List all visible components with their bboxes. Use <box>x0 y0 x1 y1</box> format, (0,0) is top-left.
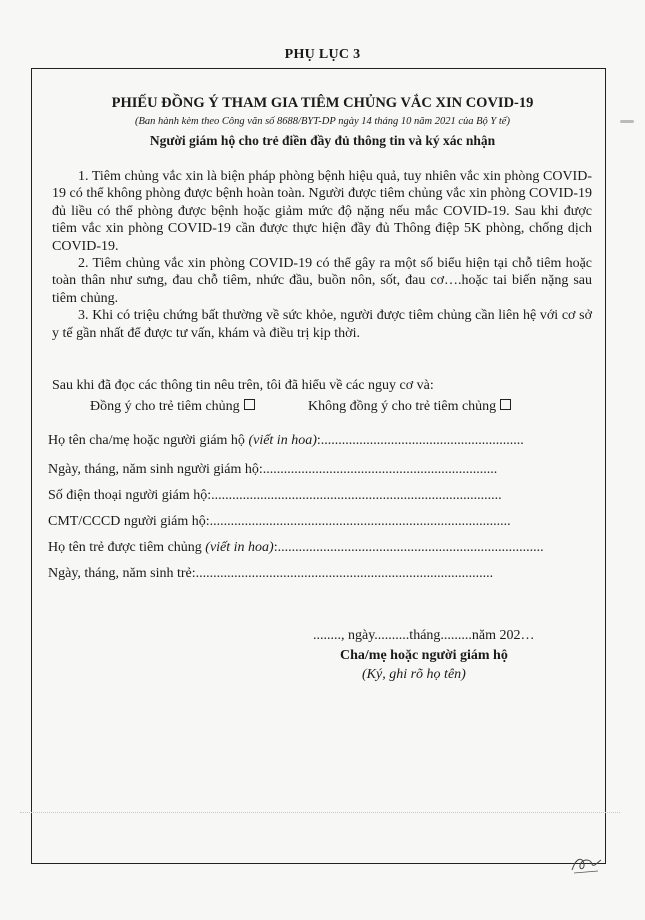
field-blank[interactable]: ................................................................................... <box>211 488 502 503</box>
date-line[interactable]: ........, ngày..........tháng.........năm 202… <box>313 628 535 643</box>
agree-checkbox[interactable] <box>244 399 255 410</box>
field-label: Họ tên trẻ được tiêm chủng <box>48 540 206 555</box>
guardian-dob-field[interactable] <box>48 462 497 478</box>
guardian-phone-field[interactable] <box>48 488 502 504</box>
paragraph-1: 1. Tiêm chủng vắc xin là biện pháp phòng bệnh hiệu quả, tuy nhiên vắc xin phòng COVID-19 có thể không phòng được bệnh hoàn toàn. Người được tiêm chủng vắc xin phòng COVID-19 đủ liều có thể phòng được bệnh hoặc giảm mức độ nặng nếu mắc COVID-19. Sau khi được tiêm vắc xin phòng COVID-19 cần được thực hiện đầy đủ Thông điệp 5K phòng, chống dịch COVID-19. <box>52 169 592 254</box>
field-label: Họ tên cha/mẹ hoặc người giám hộ <box>48 433 249 448</box>
field-label: Ngày, tháng, năm sinh trẻ: <box>48 566 196 581</box>
paragraph-2: 2. Tiêm chủng vắc xin phòng COVID-19 có thể gây ra một số biểu hiện tại chỗ tiêm hoặc toàn thân như sưng, đau chỗ tiêm, nhức đầu, buồn nôn, sốt, đau cơ….hoặc tai biến nặng sau tiêm chủng. <box>52 256 592 306</box>
field-blank[interactable]: ..................................................................................... <box>195 566 494 581</box>
scan-bleed-line <box>20 812 620 814</box>
child-name-field[interactable] <box>48 540 544 556</box>
paragraph-3: 3. Khi có triệu chứng bất thường về sức khỏe, người được tiêm chủng cần liên hệ với cơ sở y tế gần nhất để được tư vấn, khám và điều trị kịp thời. <box>52 308 592 341</box>
guardian-id-field[interactable] <box>48 514 511 530</box>
signer-title: Cha/mẹ hoặc người giám hộ <box>340 648 508 663</box>
child-dob-field[interactable] <box>48 566 493 582</box>
guardian-name-field[interactable] <box>48 433 524 449</box>
disagree-label: Không đồng ý cho trẻ tiêm chủng <box>308 399 497 414</box>
agree-option[interactable] <box>90 399 255 415</box>
field-blank[interactable]: ...................................................................................... <box>209 514 511 529</box>
information-section <box>52 168 592 342</box>
field-label: CMT/CCCD người giám hộ: <box>48 514 210 529</box>
field-blank[interactable]: :............................................................................ <box>273 540 544 555</box>
signer-note: (Ký, ghi rõ họ tên) <box>362 667 466 682</box>
appendix-label: PHỤ LỤC 3 <box>284 47 361 62</box>
handwritten-initials-mark <box>568 850 604 876</box>
field-hint: (viết in hoa) <box>205 540 274 555</box>
field-label: Số điện thoại người giám hộ: <box>48 488 212 503</box>
field-blank[interactable]: :.......................................................... <box>316 433 524 448</box>
field-label: Ngày, tháng, năm sinh người giám hộ: <box>48 462 263 477</box>
field-hint: (viết in hoa) <box>248 433 317 448</box>
field-blank[interactable]: ................................................................... <box>262 462 498 477</box>
disagree-checkbox[interactable] <box>500 399 511 410</box>
disagree-option[interactable] <box>308 399 511 415</box>
agree-label: Đồng ý cho trẻ tiêm chủng <box>90 399 240 414</box>
form-instruction: Người giám hộ cho trẻ điền đầy đủ thông tin và ký xác nhận <box>149 133 496 148</box>
consent-intro: Sau khi đã đọc các thông tin nêu trên, tôi đã hiểu về các nguy cơ và: <box>52 378 434 393</box>
form-subtitle: (Ban hành kèm theo Công văn số 8688/BYT-DP ngày 14 tháng 10 năm 2021 của Bộ Y tế) <box>135 116 510 127</box>
form-title: PHIẾU ĐỒNG Ý THAM GIA TIÊM CHỦNG VẮC XIN COVID-19 <box>111 95 534 111</box>
